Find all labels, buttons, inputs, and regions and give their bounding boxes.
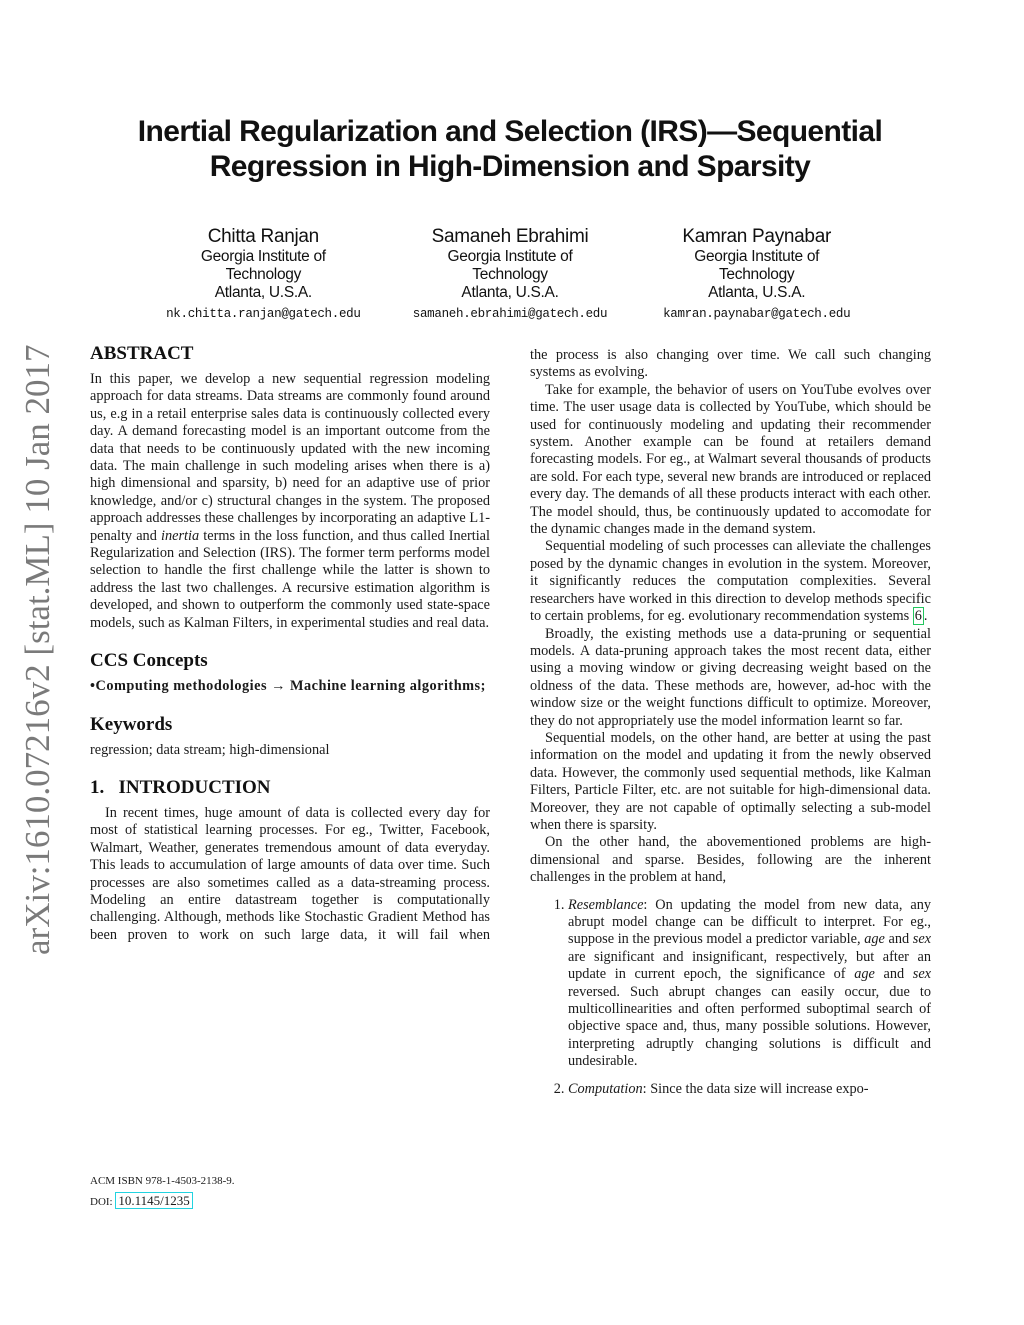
doi-line: DOI: 10.1145/1235 [90,1191,235,1212]
ccs-text: •Computing methodologies → Machine learning algorithms; [90,678,486,695]
challenge-item-resemblance: 1. Resemblance: On updating the model from new data, any abrupt model change can be difficult to interpret. For eg., suppose in the previous model a predictor variable, age and sex are significant and insignificant, respectively, but after an update in current epoch, the significance of age and sex reversed. Such abrupt changes can easily occur, due to multicollinearities and often performed suboptimal search of objective space and, thus, many possible solutions. However, interpreting adruptly changing solutions is difficult and undesirable. [568,897,931,1071]
author-affiliation: Technology [225,266,302,283]
isbn-text: ACM ISBN 978-1-4503-2138-9. [90,1175,235,1187]
author-affiliation: Technology [472,266,548,283]
author-3 [633,226,880,324]
author-name: Chitta Ranjan [207,226,319,247]
challenges-list [530,897,931,1098]
left-column [90,343,490,944]
author-name: Samaneh Ebrahimi [431,226,589,247]
introduction-heading: 1. INTRODUCTION [90,776,271,798]
title-line-2: Regression in High-Dimension and Sparsity [209,150,811,183]
author-1 [140,226,387,324]
right-column [530,347,931,1108]
challenge-item-computation: 2. Computation: Since the data size will increase expo- [568,1081,931,1098]
author-email: nk.chitta.ranjan@gatech.edu [166,307,361,321]
author-location: Atlanta, U.S.A. [461,284,559,301]
citation-link[interactable]: 6 [914,608,922,625]
intro-paragraph-3: Sequential modeling of such processes can alleviate the challenges posed by the dynamic changes in evolution in the system. Moreover, it significantly reduces the computation complexities. Several researchers have worked in this direction to develop methods specific to certain problems, for eg. evolutionary recommendation systems 6 . [530,538,931,625]
author-affiliation: Georgia Institute of [694,248,820,265]
author-name: Kamran Paynabar [682,226,831,247]
author-email: kamran.paynabar@gatech.edu [663,307,851,321]
keywords-text: regression; data stream; high-dimensional [90,741,330,758]
abstract-heading: ABSTRACT [90,343,194,364]
intro-paragraph-1-continued: the process is also changing over time. We call such changing systems as evolving. [530,347,931,381]
title-line-1: Inertial Regularization and Selection (IRS)—Sequential [137,115,883,148]
keywords-heading: Keywords [90,713,173,735]
intro-paragraph-5: Sequential models, on the other hand, are better at using the past information on the model and updating it from the newly observed data. However, the commonly used sequential methods, like Kalman Filters, Particle Filter, etc. are not suitable for high-dimensional data. Moreover, they are not capable of optimally selecting a sub-model when there is sparsity. [530,729,931,833]
author-block [140,226,880,324]
author-location: Atlanta, U.S.A. [214,284,312,301]
author-affiliation: Technology [718,266,795,283]
intro-paragraph-6: On the other hand, the abovementioned problems are high-dimensional and sparse. Besides, following are the inherent challenges in the problem at hand, [530,834,931,886]
author-2 [387,226,634,324]
intro-paragraph-2: Take for example, the behavior of users on YouTube evolves over time. The user usage data is collected by YouTube, which should be used for continuously modeling and updating their recommender system. Another example can be found at retailers demand forecasting models. For eg., at Walmart several thousands of products are sold. For each type, several new brands are introduced or replaced every day. The demands of all these products interact with each other. The model should, thus, be continuously updated to accomodate for the dynamic changes made in the demand system. [530,381,931,538]
footnote [90,1172,235,1212]
arxiv-stamp: arXiv:1610.07216v2 [stat.ML] 10 Jan 2017 [18,344,57,955]
author-location: Atlanta, U.S.A. [708,284,806,301]
author-email: samaneh.ebrahimi@gatech.edu [412,307,608,321]
intro-paragraph-4: Broadly, the existing methods use a data-pruning or sequential models. A data-pruning approach takes the most recent data, either using a moving window or giving decreasing weight based on the oldness of the data. These methods are, however, ad-hoc with the window size or the weight functions difficult to optimize. Moreover, they do not appropriately use the model information learnt so far. [530,625,931,729]
doi-link[interactable]: 10.1145/1235 [115,1192,192,1209]
abstract-text: In this paper, we develop a new sequential regression modeling approach for data streams. Data streams are commonly found around us, e.g in a retail enterprise sales data is continuously collected every day. A demand forecasting model is an important outcome from the data that needs to be continuously updated with the new incoming data. The main challenge in such modeling arises when there is a) high dimensional and sparsity, b) need for an adaptive use of prior knowledge, and/or c) structural changes in the system. The proposed approach addresses these challenges by incorporating an adaptive L1-penalty and inertia terms in the loss function, and thus called Inertial Regularization and Selection (IRS). The former term performs model selection to handle the first challenge while the latter is shown to address the last two challenges. A recursive estimation algorithm is developed, and shown to outperform the commonly used state-space models, such as Kalman Filters, in experimental studies and real data. [90,371,491,631]
ccs-heading: CCS Concepts [90,650,208,672]
author-affiliation: Georgia Institute of [200,248,326,265]
intro-paragraph-1: In recent times, huge amount of data is collected every day for most of statistical learning processes. For eg., Twitter, Facebook, Walmart, Weather, generates tremendous amount of data everyday. This leads to accumulation of large amounts of data over time. Such processes are also sometimes called as a data-streaming process. Modeling an entire datastream together is computationally challenging. Although, methods like Stochastic Gradient Method has been proven to work on such large data, it will fail when [90,804,490,943]
paper-title [100,114,920,184]
author-affiliation: Georgia Institute of [447,248,573,265]
